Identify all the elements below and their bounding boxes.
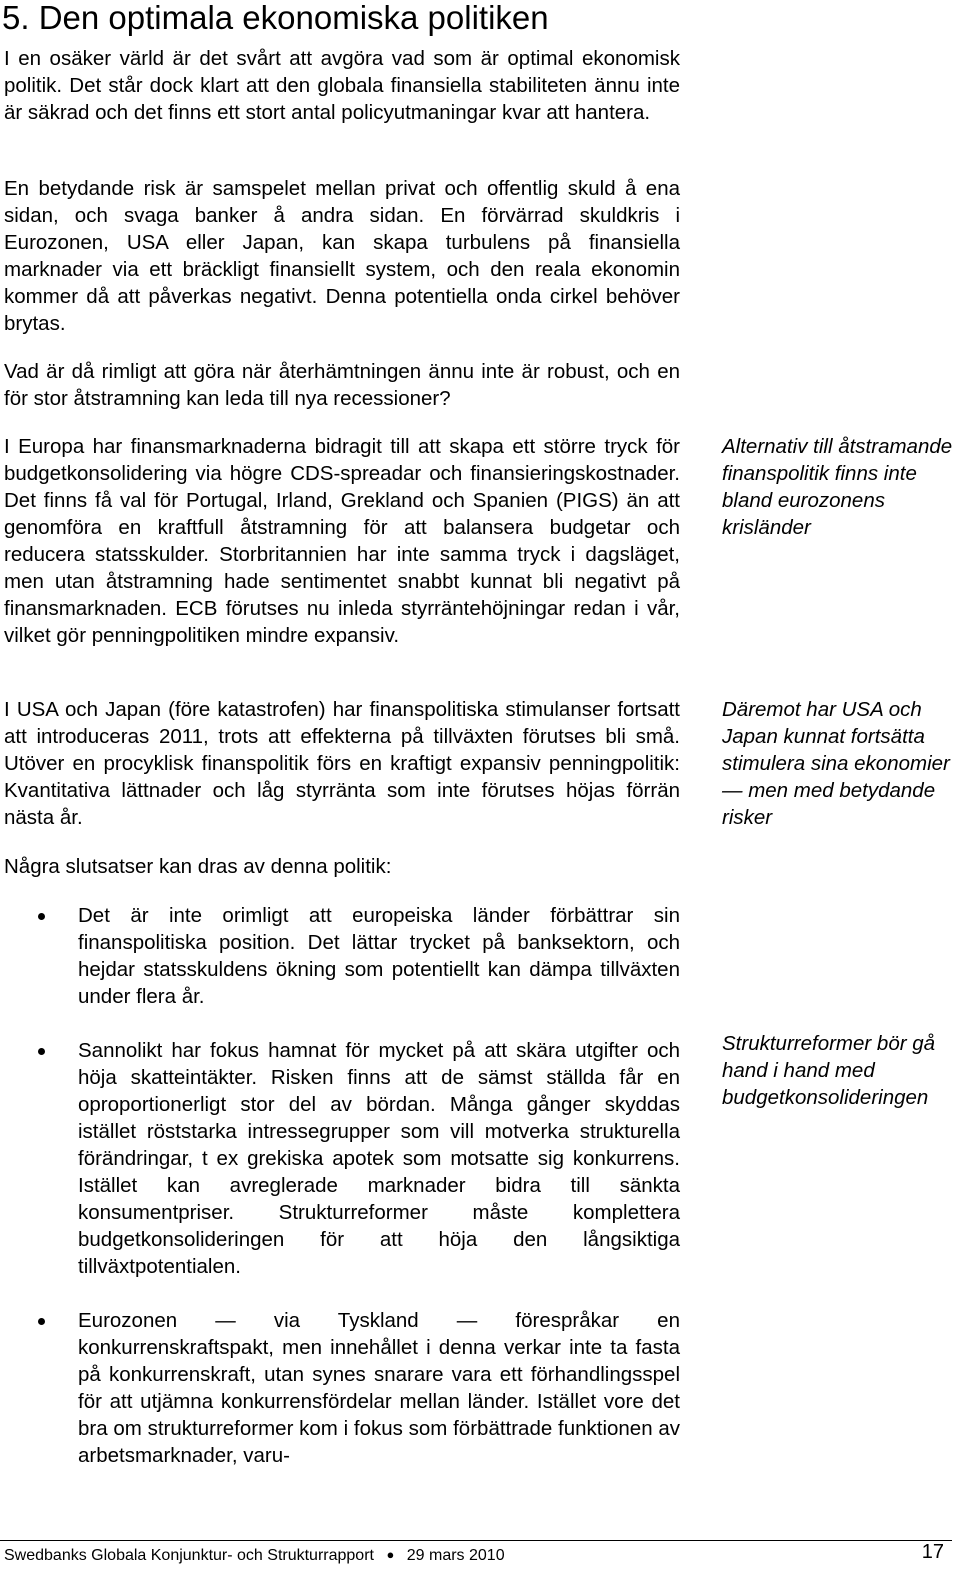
paragraph-risk: En betydande risk är samspelet mellan privat och offentlig skuld å ena sidan, och svaga banker å andra sidan. En förvärrad skuldkris i Eurozonen, USA eller Japan, kan skapa turbulens på finansiella marknader via ett bräckligt finansiellt system, och den reala ekonomin kommer då att påverkas negativt. Denna potentiella onda cirkel behöver brytas. xyxy=(4,177,680,335)
paragraph-conclusions-intro: Några slutsatser kan dras av denna politik: xyxy=(4,855,392,878)
side-note-structural-reforms: Strukturreformer bör gå hand i hand med budgetkonsolideringen xyxy=(722,1032,936,1109)
section-heading: 5. Den optimala ekonomiska politiken xyxy=(2,0,549,36)
bullet-icon xyxy=(38,913,45,920)
footer-date: 29 mars 2010 xyxy=(406,1547,505,1564)
list-item xyxy=(0,1037,680,1280)
list-item xyxy=(0,902,680,1010)
paragraph-intro: I en osäker värld är det svårt att avgöra vad som är optimal ekonomisk politik. Det står dock klart att den globala finansiella stabiliteten ännu inte är säkrad och det finns ett stort antal policyutmaningar kvar att hantera. xyxy=(4,47,680,124)
page-number: 17 xyxy=(921,1541,944,1563)
paragraph-europe: I Europa har finansmarknaderna bidragit till att skapa ett större tryck för budgetkonsolidering via högre CDS-spreadar och finansieringskostnader. Det finns få val för Portugal, Irland, Grekland och Spanien (PIGS) än att genomföra en kraftfull åtstramning för att balansera budgetar och reducera statsskulder. Storbritannien har inte samma tryck i dagsläget, men utan åtstramning hade sentimentet snabbt kunnat bli negativt på finansmarknaden. ECB förutses nu inleda styrräntehöjningar redan i vår, vilket gör penningpolitiken mindre expansiv. xyxy=(4,435,680,647)
footer-divider xyxy=(0,1540,952,1541)
paragraph-question: Vad är då rimligt att göra när återhämtningen ännu inte är robust, och en för stor åtstramning kan leda till nya recessioner? xyxy=(4,360,680,410)
conclusions-list xyxy=(0,902,680,1496)
page-footer xyxy=(4,1541,944,1567)
footer-publication: Swedbanks Globala Konjunktur- och Strukturrapport xyxy=(4,1547,374,1564)
footer-separator-icon: ● xyxy=(386,1547,395,1562)
side-note-alternatives: Alternativ till åtstramande finanspolitik finns inte bland eurozonens krisländer xyxy=(722,435,953,539)
list-item-text: Det är inte orimligt att europeiska länder förbättrar sin finanspolitiska position. Det lättar trycket på banksektorn, och hejdar statsskuldens ökning som potentiellt kan dämpa tillväxten under flera år. xyxy=(78,904,680,1008)
bullet-icon xyxy=(38,1318,45,1325)
list-item xyxy=(0,1307,680,1469)
list-item-text: Sannolikt har fokus hamnat för mycket på att skära utgifter och höja skatteintäkter. Risken finns att de sämst ställda får en oproportionerligt stor del av bördan. Många gånger skyddas istället röststarka intressegrupper som vill motverka strukturella förändringar, t ex grekiska apotek som motsatte sig konkurrens. Istället kan avreglerade marknader bidra till sänkta konsumentpriser. Strukturreformer måste komplettera budgetkonsolideringen för att höja den långsiktiga tillväxtpotentialen. xyxy=(78,1039,680,1278)
bullet-icon xyxy=(38,1048,45,1055)
side-note-usa-japan: Däremot har USA och Japan kunnat fortsätta stimulera sina ekonomier — men med betydande risker xyxy=(722,698,950,829)
paragraph-usa-japan: I USA och Japan (före katastrofen) har finanspolitiska stimulanser fortsatt att introduceras 2011, trots att effekterna på tillväxten förutses bli små. Utöver en procyklisk finanspolitik förs en kraftigt expansiv penningpolitik: Kvantitativa lättnader och låg styrränta som inte förutses höjas förrän nästa år. xyxy=(4,698,680,829)
list-item-text: Eurozonen — via Tyskland — förespråkar en konkurrenskraftspakt, men innehållet i denna verkar inte ta fasta på konkurrenskraft, utan synes snarare vara ett förhandlingsspel för att utjämna konkurrensfördelar mellan länder. Istället vore det bra om strukturreformer kom i fokus som förbättrade funktionen av arbetsmarknader, varu- xyxy=(78,1309,680,1467)
